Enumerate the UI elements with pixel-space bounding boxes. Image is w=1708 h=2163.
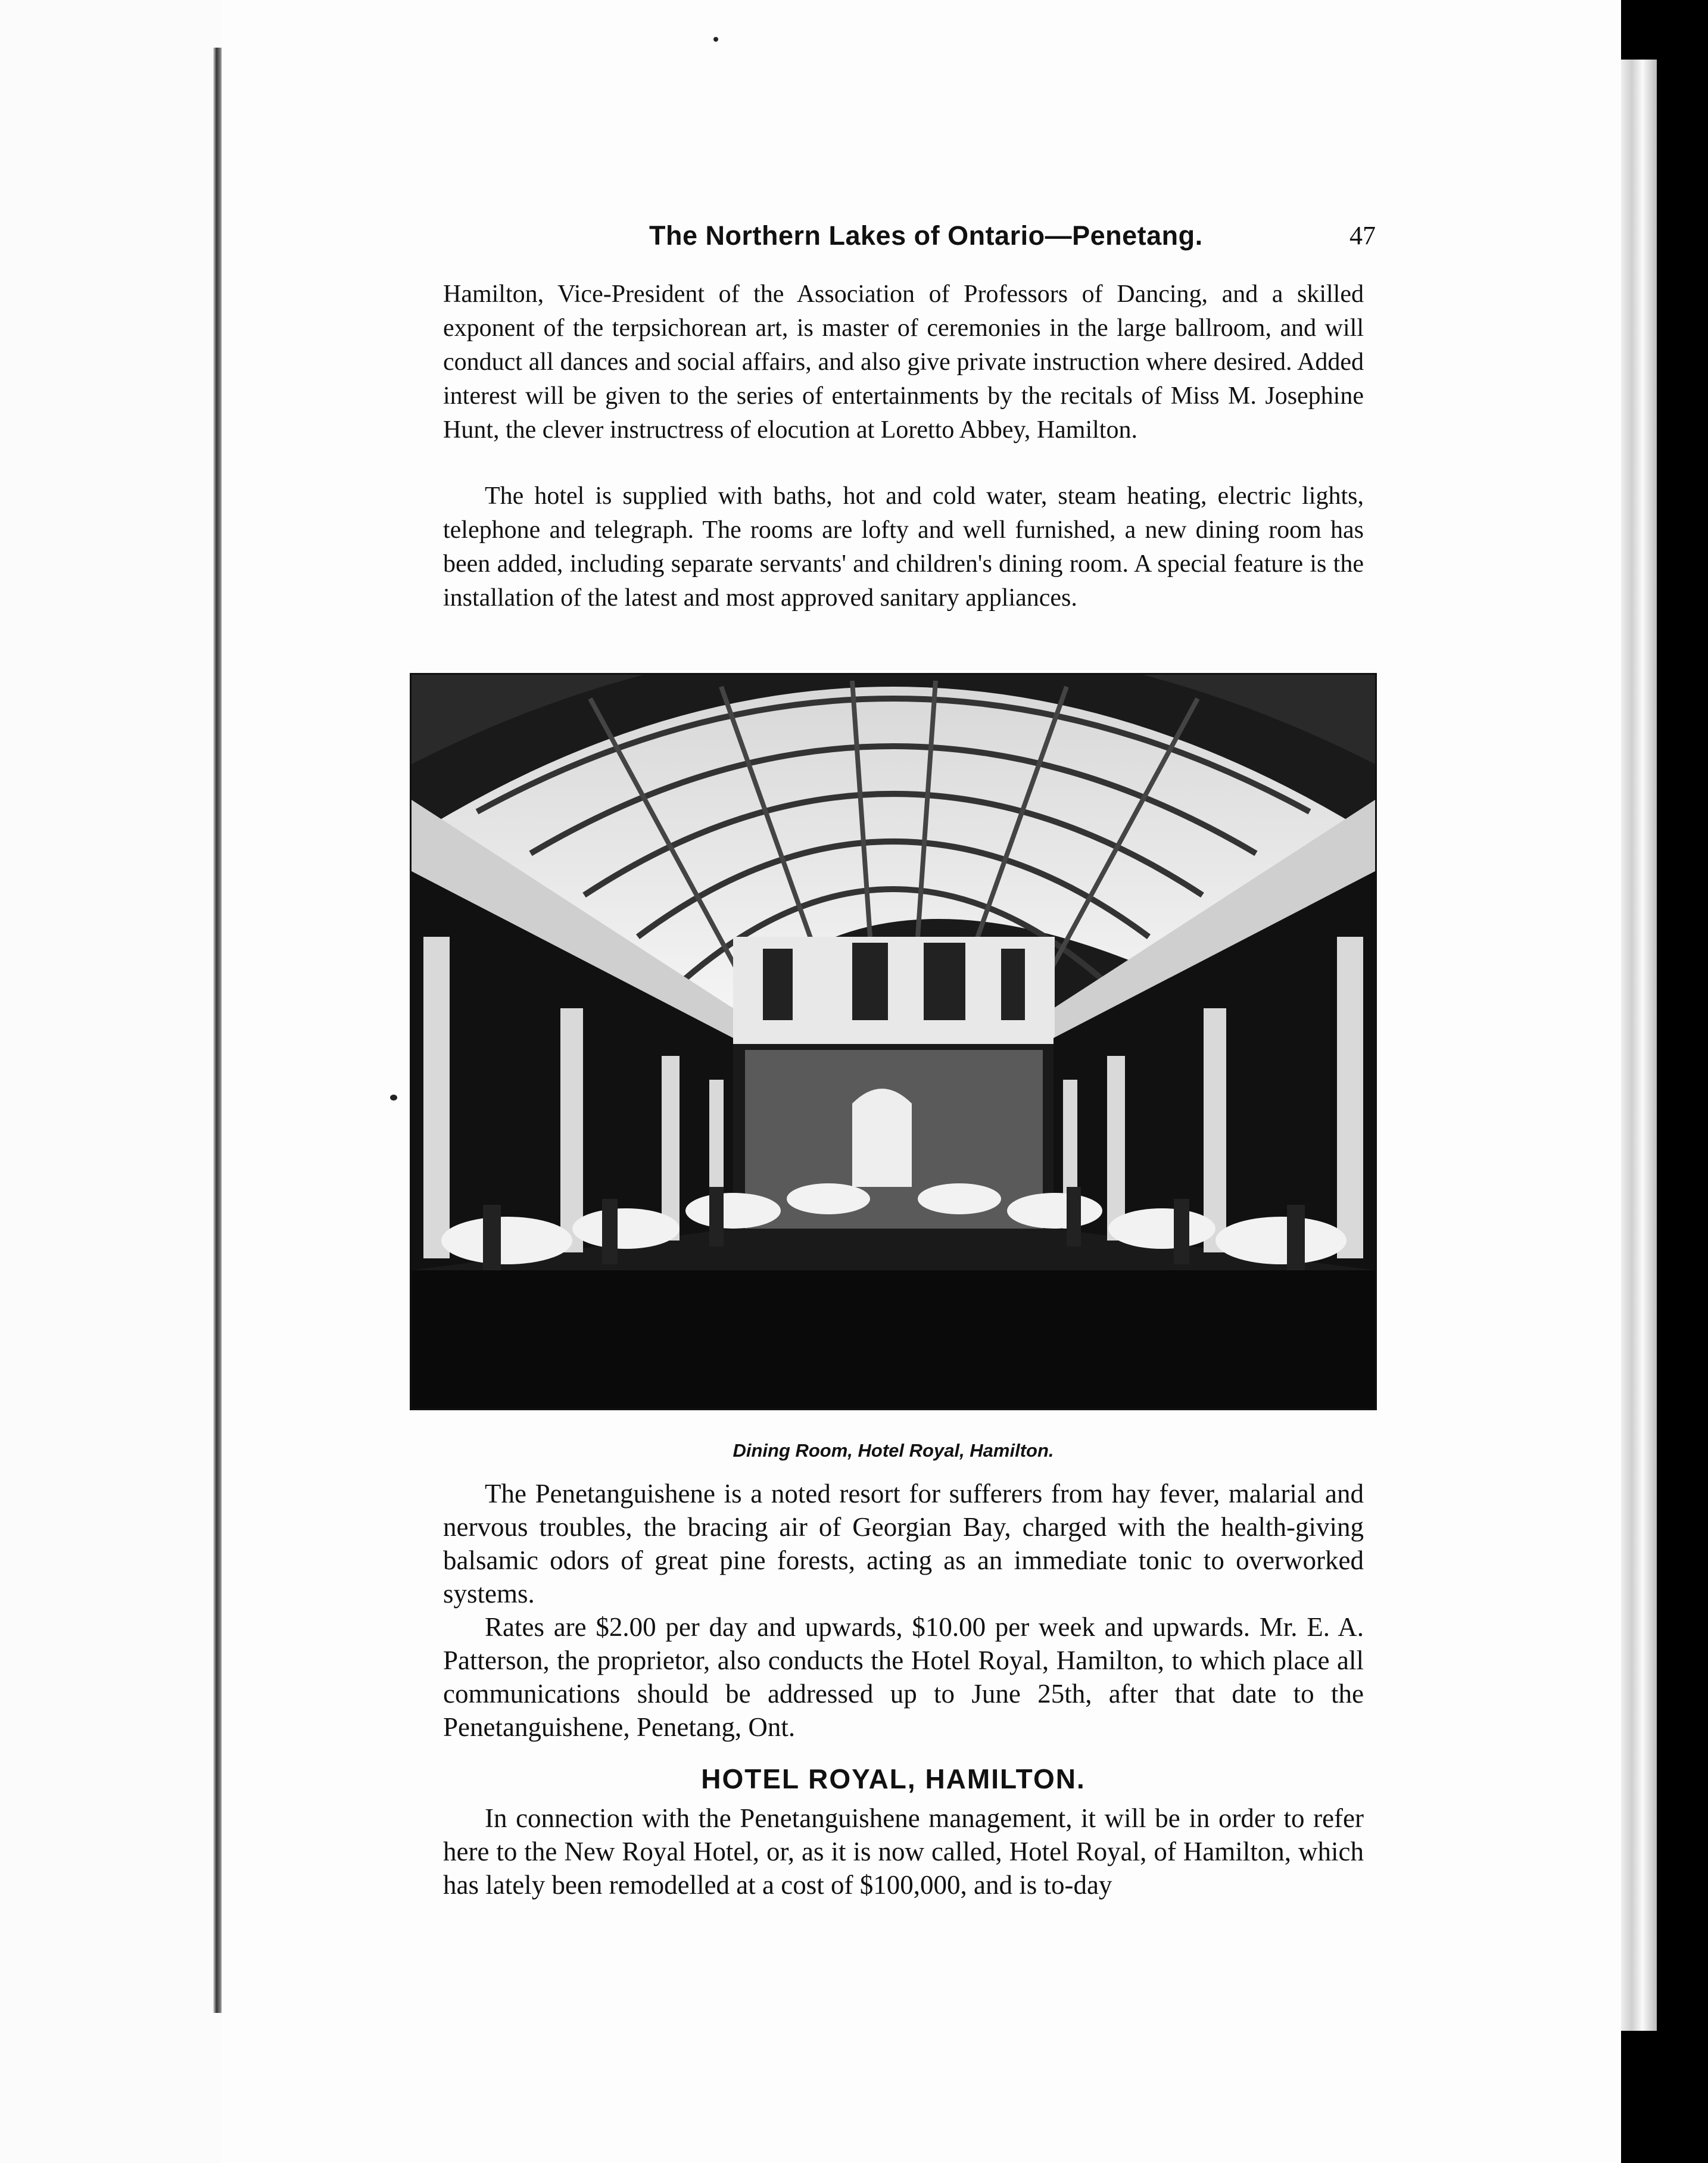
- book-gutter: [213, 48, 222, 2013]
- page-edge: [1621, 60, 1657, 2031]
- scan-speck: [713, 37, 718, 42]
- paragraph-resort: The Penetanguishene is a noted resort for sufferers from hay fever, malarial and nervous troubles, the bracing air of Georgian Bay, charged with the health-giving balsamic odors of great pine forests, acting as an immediate tonic to overworked systems.: [443, 1479, 1364, 1609]
- paragraph-hotel-royal: In connection with the Penetanguishene management, it will be in order to refer here to the New Royal Hotel, or, as it is now called, Hotel Royal, of Hamilton, which has lately been remodelled at a cost of $100,000, and is to-day: [443, 1803, 1364, 1900]
- running-header: [649, 220, 1376, 274]
- paragraph-rates: Rates are $2.00 per day and upwards, $10.00 per week and upwards. Mr. E. A. Patterson, the proprietor, also conducts the Hotel Royal, Hamilton, to which place all communications should be addressed up to June 25th, after that date to the Penetanguishene, Penetang, Ont.: [443, 1612, 1364, 1742]
- figure-caption: Dining Room, Hotel Royal, Hamilton.: [733, 1440, 1054, 1461]
- section-heading: HOTEL ROYAL, HAMILTON.: [701, 1763, 1086, 1794]
- running-title: The Northern Lakes of Ontario—Penetang.: [649, 220, 1203, 251]
- dining-room-photo: [410, 673, 1377, 1410]
- paragraph-continued: Hamilton, Vice-President of the Association of Professors of Dancing, and a skilled exponent of the terpsichorean art, is master of ceremonies in the large ballroom, and will conduct all dances and social affairs, and also give private instruction where desired. Added interest will be given to the series of entertainments by the recitals of Miss M. Josephine Hunt, the clever instructress of elocution at Loretto Abbey, Hamilton.: [443, 280, 1364, 444]
- dining-room-illustration: [412, 675, 1375, 1408]
- paragraph-hotel-amenities: The hotel is supplied with baths, hot and cold water, steam heating, electric lights, telephone and telegraph. The rooms are lofty and well furnished, a new dining room has been added, including separate servants' and children's dining room. A special feature is the installation of the latest and most approved sanitary appliances.: [443, 482, 1364, 612]
- scan-speck: [390, 1095, 397, 1101]
- left-page: [0, 0, 222, 2163]
- page-number: 47: [1349, 221, 1376, 250]
